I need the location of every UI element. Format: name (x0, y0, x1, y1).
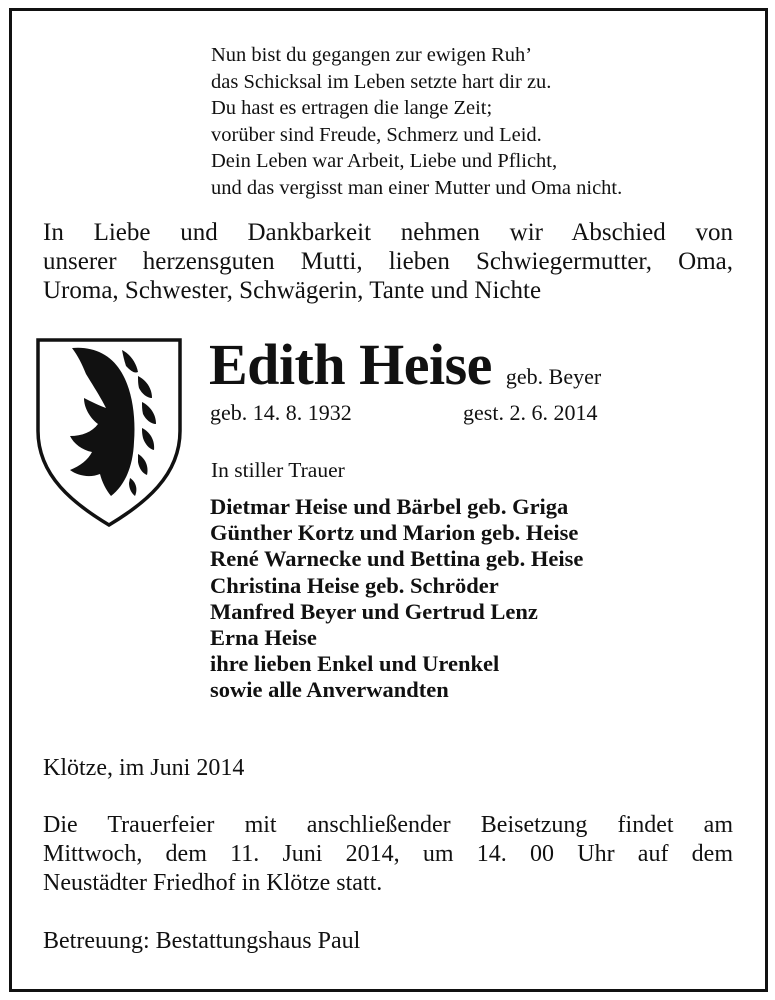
poem-line: Du hast es ertragen die lange Zeit; (211, 97, 493, 119)
family-member: Günther Kortz und Marion geb. Heise (210, 520, 579, 546)
ceremony-line: Mittwoch, dem 11. Juni 2014, um 14. 00 Uhr auf dem (43, 841, 733, 867)
family-list (210, 494, 583, 704)
family-member: Erna Heise (210, 625, 317, 651)
family-member: Dietmar Heise und Bärbel geb. Griga (210, 494, 569, 519)
family-member: ihre lieben Enkel und Urenkel (210, 651, 500, 677)
ceremony-line: Die Trauerfeier mit anschließender Beisetzung findet am (43, 812, 733, 838)
family-member: Manfred Beyer und Gertrud Lenz (210, 598, 538, 624)
mourning-label: In stiller Trauer (211, 458, 345, 482)
poem (211, 42, 622, 201)
family-member: René Warnecke und Bettina geb. Heise (210, 546, 584, 572)
family-member: Christina Heise geb. Schröder (210, 572, 499, 598)
poem-line: und das vergisst man einer Mutter und Oma nicht. (211, 176, 623, 199)
death-date: gest. 2. 6. 2014 (463, 400, 598, 425)
maiden-name: geb. Beyer (505, 364, 602, 389)
poem-line: Dein Leben war Arbeit, Liebe und Pflicht, (211, 150, 558, 172)
deceased-name-row (209, 330, 601, 400)
ceremony-text (43, 811, 733, 898)
birth-date: geb. 14. 8. 1932 (210, 400, 352, 425)
poem-line: das Schicksal im Leben setzte hart dir zu. (211, 70, 552, 93)
ceremony-line: Neustädter Friedhof in Klötze statt. (43, 870, 383, 896)
intro-line: unserer herzensguten Mutti, lieben Schwiegermutter, Oma, (43, 248, 733, 275)
eagle-wing-shield-icon (34, 336, 184, 528)
intro-line: Uroma, Schwester, Schwägerin, Tante und Nichte (43, 277, 542, 304)
poem-line: Nun bist du gegangen zur ewigen Ruh’ (211, 44, 533, 66)
family-member: sowie alle Anverwandten (210, 677, 449, 703)
place-date: Klötze, im Juni 2014 (43, 755, 245, 781)
poem-line: vorüber sind Freude, Schmerz und Leid. (211, 123, 542, 146)
intro-text (43, 218, 733, 305)
deceased-name: Edith Heise (209, 332, 492, 397)
intro-line: In Liebe und Dankbarkeit nehmen wir Abschied von (43, 219, 733, 246)
funeral-home: Betreuung: Bestattungshaus Paul (43, 928, 361, 954)
